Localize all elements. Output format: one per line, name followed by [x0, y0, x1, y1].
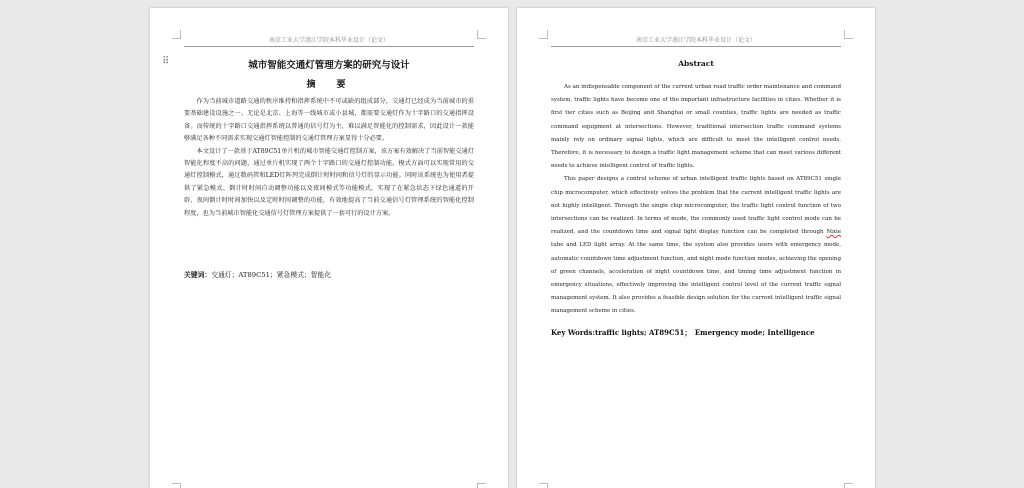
page-header: 南京工业大学浦江学院本科毕业设计（论文） [635, 37, 756, 44]
page-header: 南京工业大学浦江学院本科毕业设计（论文） [268, 37, 389, 44]
crop-mark-bottom-left [539, 483, 548, 488]
keywords-label: 关键词： [184, 271, 212, 279]
drag-handle-icon[interactable]: ⠿ [162, 56, 170, 67]
thesis-title: 城市智能交通灯管理方案的研究与设计 [248, 60, 410, 71]
document-page-left [150, 8, 508, 488]
crop-mark-top-right [844, 30, 853, 39]
crop-mark-top-right [477, 30, 486, 39]
abstract-paragraph: As an indispensable component of the current urban road traffic order maintenance and command system, traffic lights have become one of the important infrastructure facilities in cities. Whether it is first tier cities such as Beijing and Shanghai or small counties, traffic lights are needed as traffic command equipment at intersections. However, traditional intersection traffic command systems mainly rely on ordinary signal lights, which are difficult to meet the intelligent control needs. Therefore, it is necessary to design a traffic light management scheme that can meet various different needs to achieve intelligent control of traffic lights. [551, 84, 841, 170]
crop-mark-top-left [539, 30, 548, 39]
abstract-heading-en: Abstract [678, 59, 714, 68]
abstract-paragraph-text: This paper designs a control scheme of urban intelligent traffic lights based on AT89C51 single chip microcomputer, which effectively solves the problem that the current intelligent traffic lights are not highly intelligent. Through the single chip microcomputer, the traffic light control function of two intersections can be realized. In terms of mode, the commonly used traffic light control mode can be realized, and the countdown time and signal light display function can be completed through [551, 176, 841, 236]
keywords-en: Key Words:traffic lights; AT89C51； Emergency mode; Intelligence [551, 328, 815, 337]
header-divider [184, 46, 474, 47]
header-divider [551, 46, 841, 47]
spellcheck-flagged-word[interactable]: Nixie [826, 229, 841, 236]
abstract-paragraph-text: tube and LED light array. At the same time, the system also provides users with emergency mode, automatic countdown time adjustment function, and night mode function modes, achieving the opening of green channels, acceleration of night countdown time, and timing time adjustment function in emergency situations, effectively improving the intelligent control level of the current traffic signal management system. It also provides a feasible design solution for the current intelligent traffic signal management scheme in cities. [551, 242, 841, 315]
keywords-value: 交通灯；AT89C51；紧急模式；智能化 [211, 271, 332, 279]
keywords-cn [184, 269, 474, 279]
abstract-paragraph: 本文设计了一款基于AT89C51单片机的城市智能交通灯控制方案，该方案有效解决了当前智能交通灯智能化程度不高的问题，通过单片机实现了两个十字路口的交通灯控制功能，模式方面可以实现常用的交通灯控制模式，通过数码管和LED灯阵列完成倒计时时间和信号灯的显示功能。同时该系统也为使用者提供了紧急模式、倒计时时间自动调整功能以及夜间模式等功能模式，实现了在紧急状态下绿色通道的开辟、夜间倒计时时间加快以及定时时间调整的功能，有效地提高了当前交通信号灯管理系统的智能化控制程度，也为当前城市智能化交通信号灯管理方案提供了一套可行的设计方案。 [184, 147, 474, 217]
abstract-body-cn [184, 96, 474, 220]
crop-mark-top-left [172, 30, 181, 39]
crop-mark-bottom-right [844, 483, 853, 488]
crop-mark-bottom-left [172, 483, 181, 488]
abstract-body-en [551, 81, 841, 319]
crop-mark-bottom-right [477, 483, 486, 488]
abstract-paragraph [551, 173, 841, 318]
abstract-paragraph: 作为当前城市道路交通的秩序维持和指挥系统中不可或缺的组成部分，交通灯已经成为当前城市的重要基础建设设施之一。无论是北京、上海等一线城市或小县城，都需要交通灯作为十字路口的交通指挥设备。而传统的十字路口交通指挥系统以普通的信号灯为主，难以满足智能化的控制需求，因此设计一款能够满足各种不同需求实现交通灯智能控制的交通灯管理方案显得十分必要。 [184, 98, 474, 143]
document-page-right [517, 8, 875, 488]
abstract-heading-cn: 摘 要 [306, 80, 352, 90]
